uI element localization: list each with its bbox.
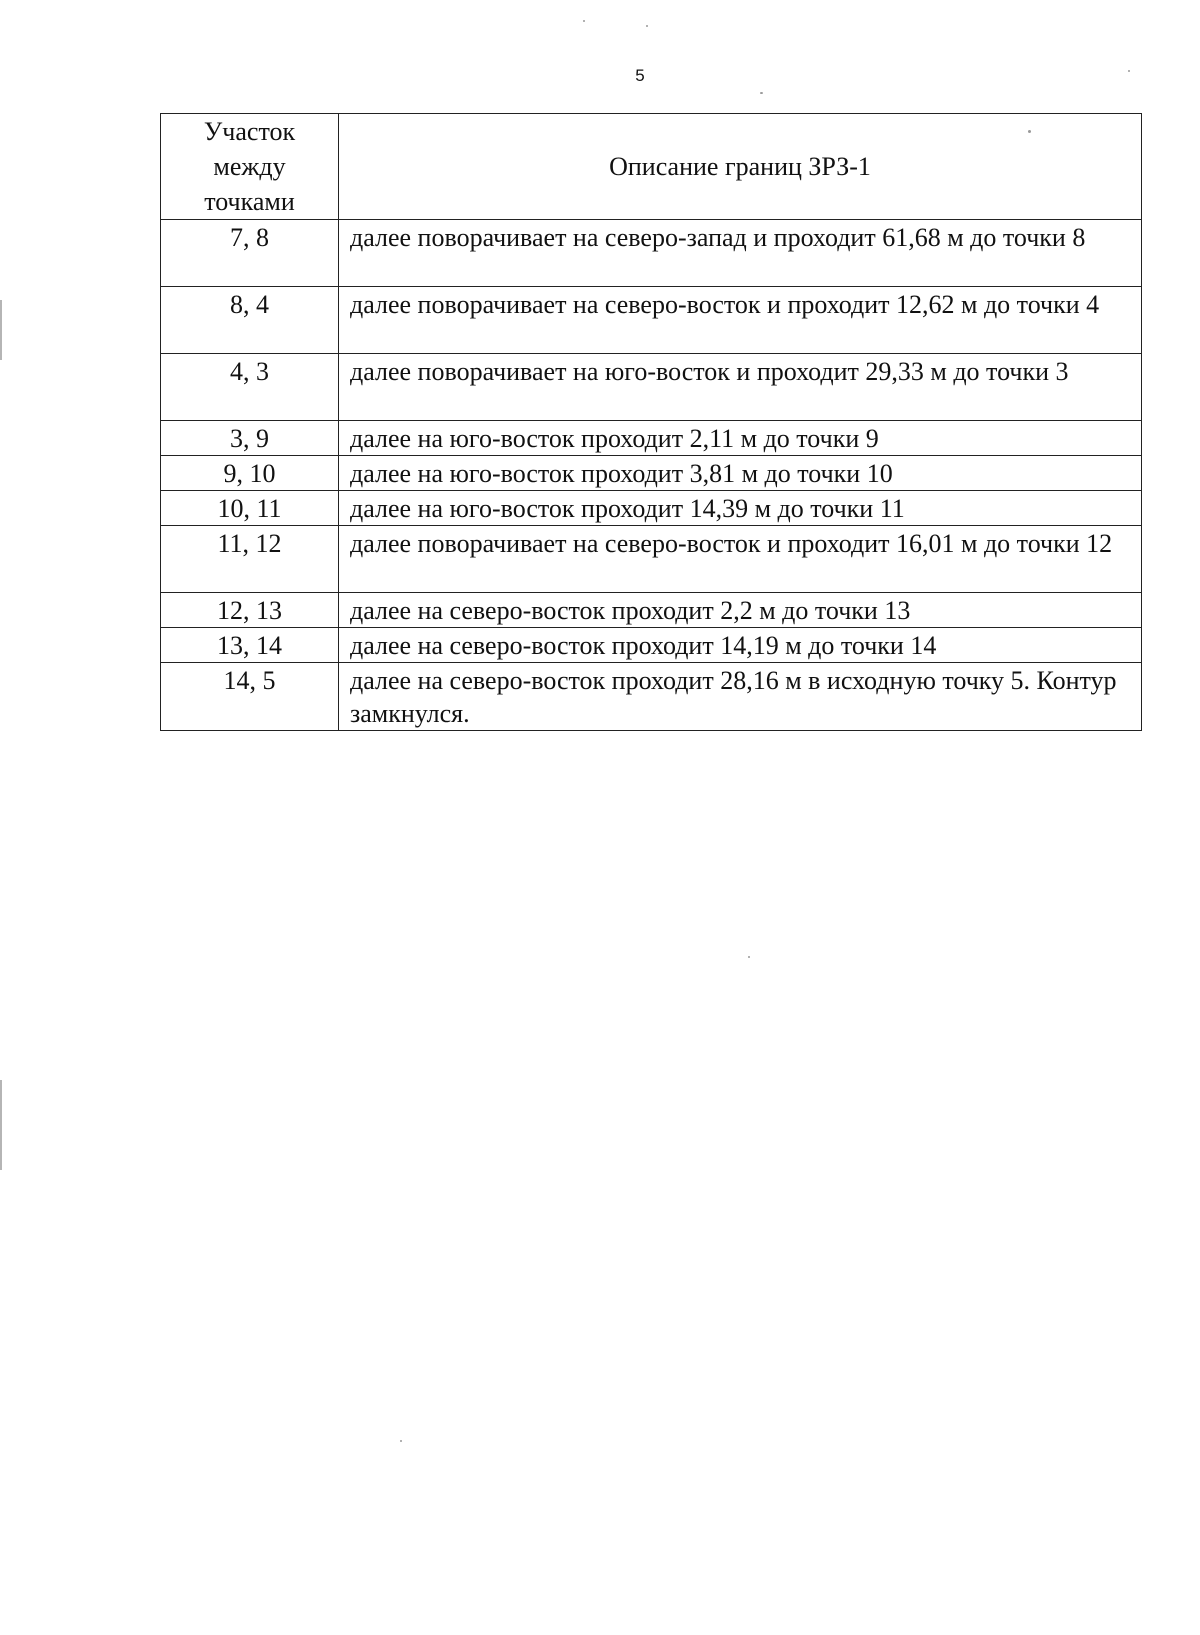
description-cell: далее на юго-восток проходит 3,81 м до точки 10 (339, 456, 1142, 491)
segment-cell: 11, 12 (161, 526, 339, 593)
table-header-row (161, 114, 1142, 220)
table-row (161, 421, 1142, 456)
scan-speck (583, 20, 585, 22)
header-description: Описание границ ЗРЗ-1 (339, 114, 1142, 220)
segment-cell: 8, 4 (161, 287, 339, 354)
segment-cell: 4, 3 (161, 354, 339, 421)
description-cell: далее на юго-восток проходит 2,11 м до точки 9 (339, 421, 1142, 456)
table-row (161, 663, 1142, 731)
header-segment-line: точками (204, 187, 295, 216)
scan-edge-mark (0, 1080, 2, 1170)
segment-cell: 10, 11 (161, 491, 339, 526)
table-row (161, 287, 1142, 354)
description-cell: далее на юго-восток проходит 14,39 м до точки 11 (339, 491, 1142, 526)
description-cell: далее поворачивает на северо-запад и проходит 61,68 м до точки 8 (339, 220, 1142, 287)
table-row (161, 354, 1142, 421)
scan-speck (1128, 70, 1130, 72)
scan-edge-mark (0, 300, 2, 360)
segment-cell: 9, 10 (161, 456, 339, 491)
segment-cell: 13, 14 (161, 628, 339, 663)
scan-speck (400, 1440, 402, 1442)
segment-cell: 3, 9 (161, 421, 339, 456)
description-cell: далее на северо-восток проходит 2,2 м до точки 13 (339, 593, 1142, 628)
scan-speck (1028, 130, 1031, 133)
boundary-description-table (160, 113, 1142, 731)
table-row (161, 220, 1142, 287)
table-row (161, 491, 1142, 526)
header-segment-line: между (213, 152, 286, 181)
table-row (161, 628, 1142, 663)
segment-cell: 7, 8 (161, 220, 339, 287)
description-cell: далее на северо-восток проходит 28,16 м в исходную точку 5. Контур замкнулся. (339, 663, 1142, 731)
table-row (161, 593, 1142, 628)
description-cell: далее поворачивает на юго-восток и проходит 29,33 м до точки 3 (339, 354, 1142, 421)
scan-speck (760, 92, 763, 94)
scan-speck (646, 25, 648, 27)
segment-cell: 14, 5 (161, 663, 339, 731)
page-number: 5 (635, 66, 645, 85)
scan-speck (748, 956, 750, 958)
description-cell: далее поворачивает на северо-восток и проходит 16,01 м до точки 12 (339, 526, 1142, 593)
table-row (161, 526, 1142, 593)
description-cell: далее на северо-восток проходит 14,19 м до точки 14 (339, 628, 1142, 663)
header-segment-line: Участок (203, 117, 296, 146)
table-row (161, 456, 1142, 491)
header-segment (161, 114, 339, 220)
segment-cell: 12, 13 (161, 593, 339, 628)
description-cell: далее поворачивает на северо-восток и проходит 12,62 м до точки 4 (339, 287, 1142, 354)
